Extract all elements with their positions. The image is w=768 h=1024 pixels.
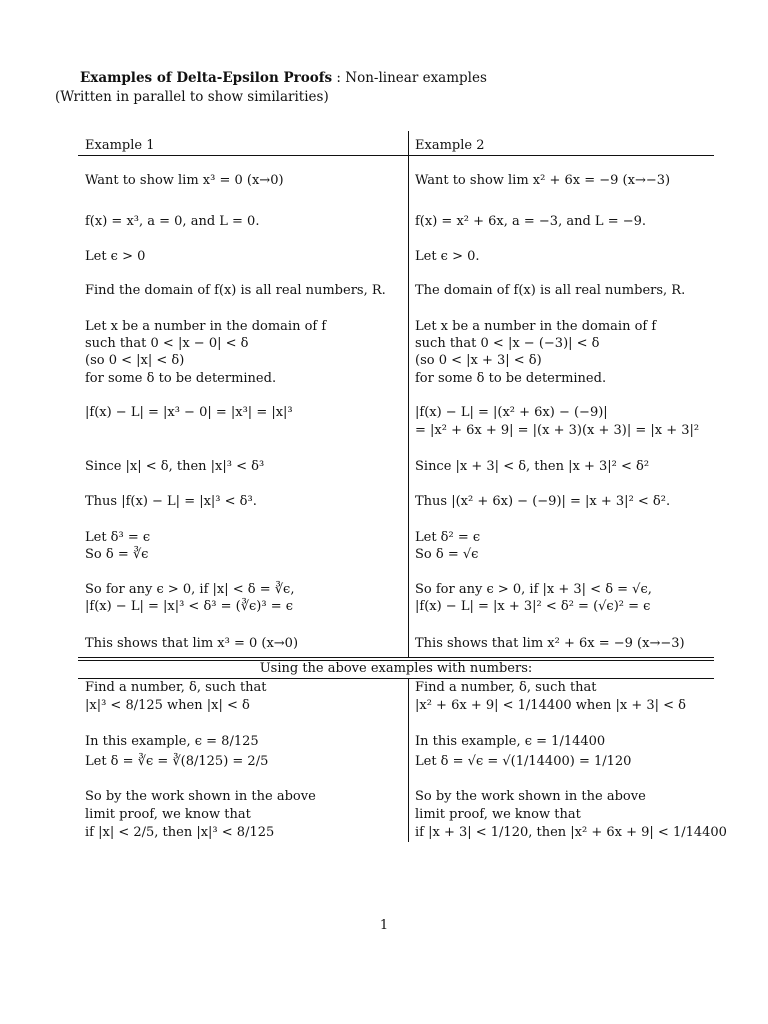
ex2-shows: This shows that lim x² + 6x = −9 (x→−3) [415, 636, 685, 651]
ex2-let-delta-1: Let δ² = ϵ [415, 530, 481, 545]
num2-work-2: limit proof, we know that [415, 807, 581, 822]
ex2-let-delta-2: So δ = √ϵ [415, 547, 479, 562]
num1-delta: Let δ = ∛ϵ = ∛(8/125) = 2/5 [85, 754, 269, 769]
num1-work-2: limit proof, we know that [85, 807, 251, 822]
ex1-let-delta-2: So δ = ∛ϵ [85, 547, 149, 562]
ex1-so-for-2: |f(x) − L| = |x|³ < δ³ = (∛ϵ)³ = ϵ [85, 599, 294, 614]
ex2-since: Since |x + 3| < δ, then |x + 3|² < δ² [415, 459, 650, 474]
title-rest: : Non-linear examples [332, 70, 487, 86]
num2-work-3: if |x + 3| < 1/120, then |x² + 6x + 9| < 1/14400 [415, 825, 727, 840]
ex1-abs-expression: |f(x) − L| = |x³ − 0| = |x³| = |x|³ [85, 405, 293, 420]
ex2-let-x-2: such that 0 < |x − (−3)| < δ [415, 336, 600, 351]
ex1-let-x-4: for some δ to be determined. [85, 371, 277, 386]
ex2-let-x-4: for some δ to be determined. [415, 371, 607, 386]
ex2-domain: The domain of f(x) is all real numbers, R. [415, 283, 686, 298]
ex2-want: Want to show lim x² + 6x = −9 (x→−3) [415, 173, 671, 188]
num2-delta: Let δ = √ϵ = √(1/14400) = 1/120 [415, 754, 632, 769]
ex2-function: f(x) = x² + 6x, a = −3, and L = −9. [415, 214, 647, 229]
ex1-thus: Thus |f(x) − L| = |x|³ < δ³. [85, 494, 257, 509]
section-double-rule-1 [78, 657, 714, 658]
ex1-shows: This shows that lim x³ = 0 (x→0) [85, 636, 299, 651]
num2-find-1: Find a number, δ, such that [415, 680, 597, 695]
num1-work-1: So by the work shown in the above [85, 789, 316, 804]
page-number: 1 [379, 918, 389, 933]
ex1-so-for-1: So for any ϵ > 0, if |x| < δ = ∛ϵ, [85, 582, 295, 597]
column-header-example-1: Example 1 [85, 138, 155, 153]
num1-find-1: Find a number, δ, such that [85, 680, 267, 695]
ex1-function: f(x) = x³, a = 0, and L = 0. [85, 214, 260, 229]
ex2-abs-expression-2: = |x² + 6x + 9| = |(x + 3)(x + 3)| = |x + 3|² [415, 423, 700, 438]
ex1-let-x-3: (so 0 < |x| < δ) [85, 353, 185, 368]
ex2-let-x-1: Let x be a number in the domain of f [415, 319, 657, 334]
num2-epsilon: In this example, ϵ = 1/14400 [415, 734, 606, 749]
num2-work-1: So by the work shown in the above [415, 789, 646, 804]
ex1-let-epsilon: Let ϵ > 0 [85, 249, 146, 264]
ex1-let-x-1: Let x be a number in the domain of f [85, 319, 327, 334]
page-subtitle: (Written in parallel to show similarities) [55, 89, 329, 105]
column-divider-bottom [408, 678, 409, 842]
ex2-thus: Thus |(x² + 6x) − (−9)| = |x + 3|² < δ². [415, 494, 671, 509]
numbers-section-heading: Using the above examples with numbers: [259, 661, 533, 676]
ex1-want: Want to show lim x³ = 0 (x→0) [85, 173, 284, 188]
table-header-rule [78, 155, 714, 156]
ex2-let-epsilon: Let ϵ > 0. [415, 249, 480, 264]
ex1-let-delta-1: Let δ³ = ϵ [85, 530, 151, 545]
column-divider-top [408, 131, 409, 657]
ex2-so-for-2: |f(x) − L| = |x + 3|² < δ² = (√ϵ)² = ϵ [415, 599, 651, 614]
num1-work-3: if |x| < 2/5, then |x|³ < 8/125 [85, 825, 275, 840]
ex2-let-x-3: (so 0 < |x + 3| < δ) [415, 353, 542, 368]
ex1-since: Since |x| < δ, then |x|³ < δ³ [85, 459, 265, 474]
ex1-let-x-2: such that 0 < |x − 0| < δ [85, 336, 249, 351]
page-title [80, 70, 487, 86]
ex1-domain: Find the domain of f(x) is all real numbers, R. [85, 283, 386, 298]
title-bold: Examples of Delta-Epsilon Proofs [80, 70, 333, 86]
column-header-example-2: Example 2 [415, 138, 485, 153]
ex2-abs-expression-1: |f(x) − L| = |(x² + 6x) − (−9)| [415, 405, 608, 420]
num1-find-2: |x|³ < 8/125 when |x| < δ [85, 698, 250, 713]
ex2-so-for-1: So for any ϵ > 0, if |x + 3| < δ = √ϵ, [415, 582, 652, 597]
num2-find-2: |x² + 6x + 9| < 1/14400 when |x + 3| < δ [415, 698, 686, 713]
num1-epsilon: In this example, ϵ = 8/125 [85, 734, 259, 749]
